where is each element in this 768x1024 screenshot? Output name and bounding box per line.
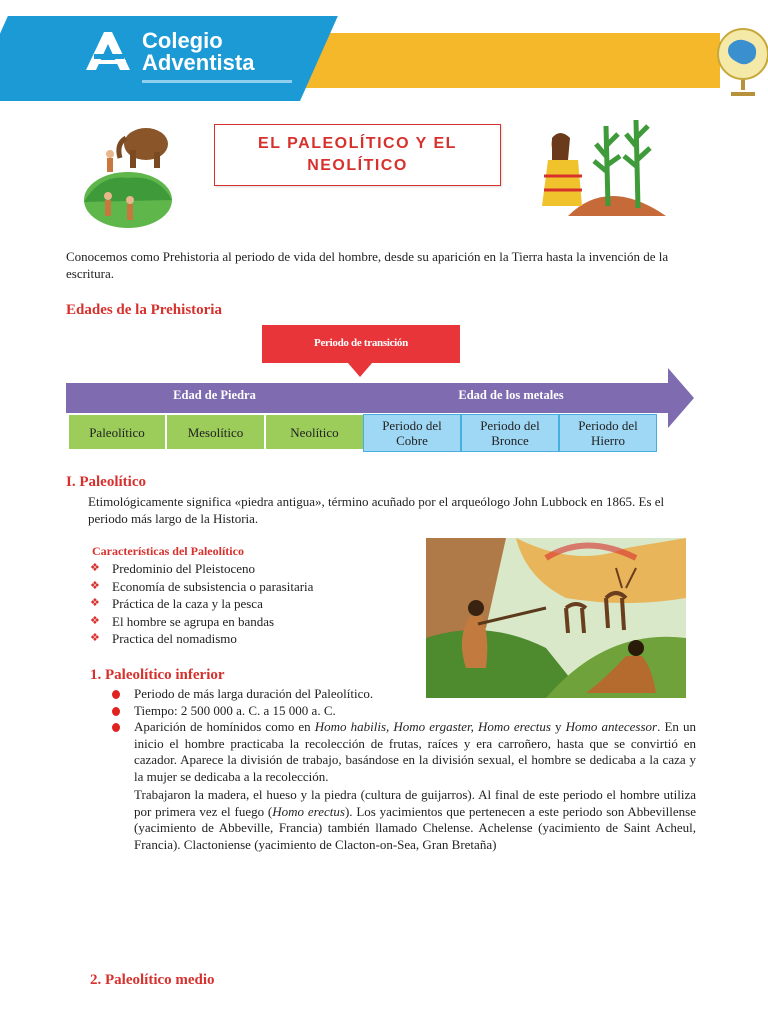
header-yellow-band — [300, 33, 720, 88]
timeline-arrow-head — [668, 368, 694, 428]
list-item-text: Economía de subsistencia o parasitaria — [112, 578, 314, 594]
paleolitico-heading: I. Paleolítico — [66, 474, 146, 490]
list-item-text: Predominio del Pleistoceno — [112, 561, 255, 576]
period-cobre — [363, 414, 461, 452]
list-item — [90, 578, 313, 596]
species-name: Homo erectus — [272, 803, 345, 819]
brand-tagline — [142, 80, 292, 83]
stone-age-label: Edad de Piedra — [173, 388, 256, 402]
school-logo-icon — [84, 30, 132, 72]
intro-paragraph: Conocemos como Prehistoria al periodo de vida del hombre, desde su aparición en la Tierra hasta la invención de la escritura. — [66, 249, 669, 281]
diamond-bullet-icon: ❖ — [90, 614, 100, 627]
paleolitico-inferior-heading: 1. Paleolítico inferior — [90, 667, 225, 683]
red-bullet-icon — [112, 723, 120, 732]
list-item-text: Periodo de más larga duración del Paleolítico. — [134, 686, 374, 701]
brand-name — [142, 30, 254, 74]
diamond-bullet-icon: ❖ — [90, 632, 100, 644]
list-item-text: Práctica de la caza y la pesca — [112, 596, 263, 611]
list-item — [90, 630, 313, 648]
list-item — [110, 686, 696, 703]
period-neolitico: Neolítico — [265, 414, 364, 450]
paleolitico-inferior-list — [110, 686, 696, 785]
title-line1: EL PALEOLÍTICO Y EL — [258, 135, 457, 152]
title-line2: NEOLÍTICO — [307, 157, 408, 174]
period-hierro-line1: Periodo del — [578, 418, 638, 433]
list-item — [90, 613, 313, 631]
brand-line1: Colegio — [142, 28, 223, 53]
transition-period-box: Periodo de transición — [262, 325, 460, 363]
period-bronce — [461, 414, 559, 452]
period-mesolitico: Mesolítico — [166, 414, 265, 450]
period-hierro — [559, 414, 657, 452]
period-hierro-line2: Hierro — [591, 433, 625, 448]
list-item — [110, 719, 696, 785]
diamond-bullet-icon: ❖ — [90, 579, 100, 592]
species-names: Homo habilis, Homo ergaster, Homo erectus — [314, 719, 551, 734]
list-item — [110, 703, 696, 720]
period-bronce-line1: Periodo del — [480, 418, 540, 433]
list-item — [90, 595, 313, 613]
red-bullet-icon — [112, 690, 120, 699]
title-box — [214, 124, 501, 186]
list-item-text: Practica del nomadismo — [112, 631, 237, 646]
brand-line2: Adventista — [142, 50, 255, 75]
paragraph-text: Trabajaron la madera, el hueso y la piedra (cultura de guijarros). Al final de este periodo el hombre utiliza por primera vez el fuego ( — [134, 787, 696, 819]
period-cobre-line1: Periodo del — [382, 418, 442, 433]
edades-heading: Edades de la Prehistoria — [66, 302, 222, 318]
hunting-scene-illustration — [426, 538, 686, 698]
transition-arrow — [348, 363, 372, 377]
farmer-planting-illustration — [538, 116, 668, 218]
species-name: Homo antecessor — [565, 719, 658, 734]
paleolitico-medio-heading: 2. Paleolítico medio — [90, 972, 215, 988]
period-paleolitico: Paleolítico — [68, 414, 166, 450]
period-cobre-line2: Cobre — [396, 433, 428, 448]
list-item-text: Tiempo: 2 500 000 a. C. a 15 000 a. C. — [134, 702, 336, 718]
caracteristicas-heading: Características del Paleolítico — [92, 544, 244, 558]
list-item-text: El hombre se agrupa en bandas — [112, 613, 275, 629]
cavemen-mammoth-illustration — [80, 114, 175, 232]
red-bullet-icon — [112, 707, 120, 716]
paleolitico-definition: Etimológicamente significa «piedra antigua», término acuñado por el arqueólogo John Lubbock en 1865. Es el periodo más largo de la Historia. — [88, 494, 665, 526]
paragraph-text-cont: ). Los yacimientos que pertenecen a este periodo son Abbevillense (yacimiento de Abbeville, Francia) también llamado Chelense. Achelense (yacimiento de Saint Acheul, Francia). Clactoniense (yacimiento de Clacton-on-Sea, Gran Bretaña) — [134, 803, 696, 852]
list-item — [90, 560, 313, 578]
list-item-text: Aparición de homínidos como en — [134, 719, 315, 734]
diamond-bullet-icon: ❖ — [90, 562, 100, 574]
metal-age-label: Edad de los metales — [458, 388, 564, 402]
paleolitico-inferior-paragraph — [134, 787, 696, 853]
diamond-bullet-icon: ❖ — [90, 597, 100, 609]
list-item-text-cont: . En un inicio el hombre practicaba la recolección de frutas, raíces y era carroñero, hasta que se convirtió en cazador. Aparece la división de trabajo, basándose en la división sexual, el hombre se dedicaba a la caza y la mujer se dedicaba a la recolección. — [134, 719, 696, 784]
globe-icon — [715, 20, 768, 100]
caracteristicas-list — [90, 560, 313, 648]
period-bronce-line2: Bronce — [491, 433, 529, 448]
conjunction: y — [550, 719, 566, 734]
